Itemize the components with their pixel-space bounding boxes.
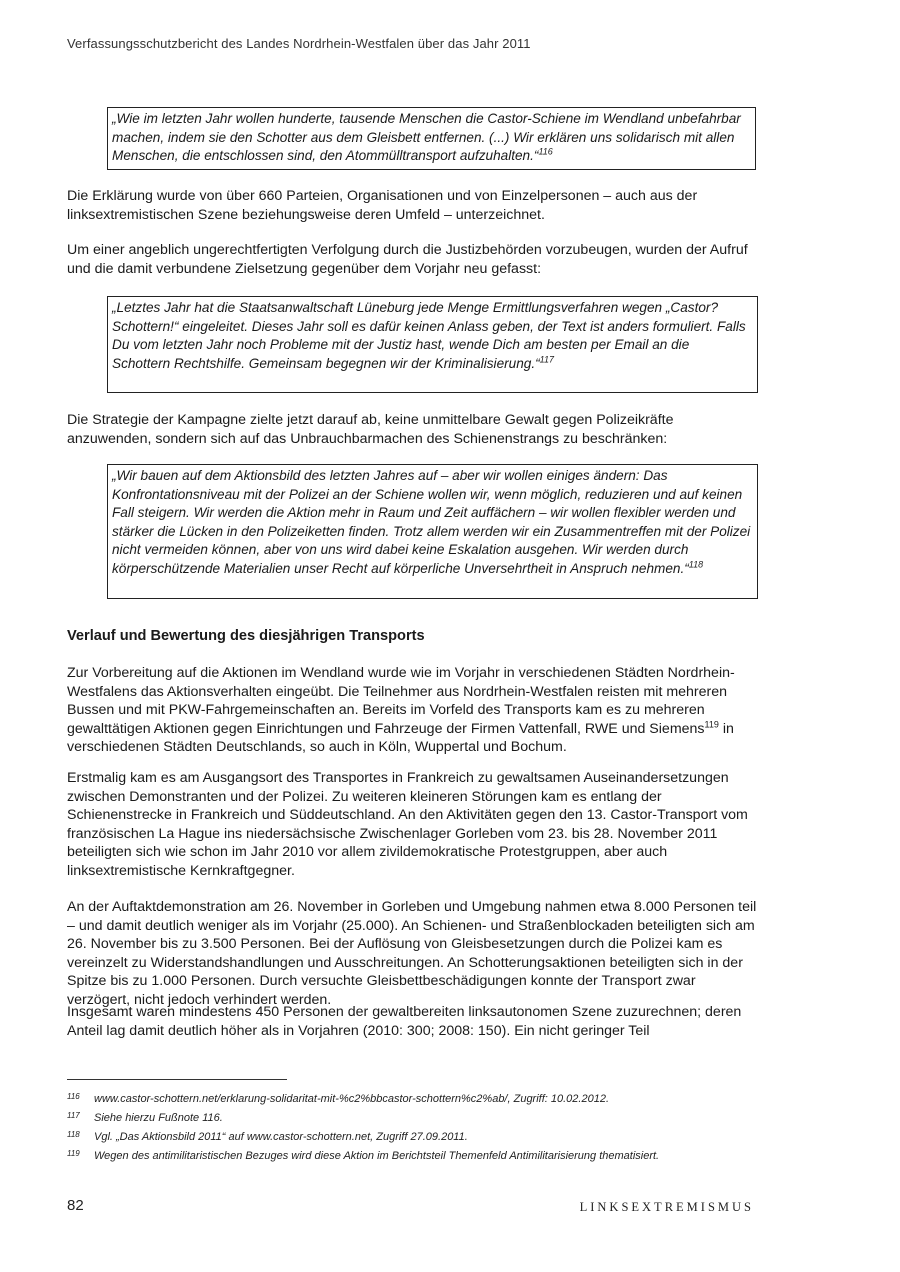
footnote-text[interactable]: www.castor-schottern.net/erklarung-solidaritat-mit-%c2%bbcastor-schottern%c2%ab/, Zugriff: 10.02.2012. [94,1093,609,1105]
footnote-ref[interactable]: 118 [688,559,704,570]
footnotes [67,1090,767,1166]
paragraph: Erstmalig kam es am Ausgangsort des Transportes in Frankreich zu gewaltsamen Auseinandersetzungen zwischen Demonstranten und der Polizei. Zu weiteren kleineren Störungen kam es entlang der Schienenstrecke in Frankreich und Süddeutschland. An den Aktivitäten gegen den 13. Castor-Transport vom französischen La Hague ins niedersächsische Zwischenlager Gorleben vom 23. bis 28. November 2011 beteiligten sich wie schon im Jahr 2010 vor allem zivildemokratische Protestgruppen, aber auch linksextremistische Kernkraftgegner. [67,770,748,879]
paragraph [67,664,757,757]
footnote [67,1109,767,1128]
quote-box-3 [107,464,758,599]
footnote-ref[interactable]: 116 [538,146,553,157]
footnote [67,1090,767,1109]
section-heading: Verlauf und Bewertung des diesjährigen Transports [67,628,425,644]
footnote-number: 117 [67,1111,80,1120]
paragraph-text: in verschiedenen Städten Deutschlands, so auch in Köln, Wuppertal und Bochum. [67,720,734,755]
quote-text: „Wie im letzten Jahr wollen hunderte, tausende Menschen die Castor-Schiene im Wendland unbefahrbar machen, indem sie den Schotter aus dem Gleisbett entfernen. (...) Wir erklären uns solidarisch mit allen Menschen, die entschlossen sind, den Atommülltransport aufzuhalten.“ [112,111,741,164]
footnote [67,1128,767,1147]
footnote-ref[interactable]: 119 [704,718,719,729]
paragraph: Um einer angeblich ungerechtfertigten Verfolgung durch die Justizbehörden vorzubeugen, wurden der Aufruf und die damit verbundene Zielsetzung gegenüber dem Vorjahr neu gefasst: [67,242,748,277]
paragraph: An der Auftaktdemonstration am 26. November in Gorleben und Umgebung nahmen etwa 8.000 Personen teil – und damit deutlich weniger als im Vorjahr (25.000). An Schienen- und Straßenblockaden beteiligten sich am 26. November bis zu 3.500 Personen. Bei der Auflösung von Gleisbesetzungen durch die Polizei kam es vereinzelt zu Widerstandshandlungen und Ausschreitungen. An Schotterungsaktionen beteiligten sich in der Spitze bis zu 1.000 Personen. Durch versuchte Gleisbettbeschädigungen konnte der Transport zwar verzögert, nicht jedoch verhindert werden. [67,899,757,1008]
footnote-text: Vgl. „Das Aktionsbild 2011“ auf www.castor-schottern.net, Zugriff 27.09.2011. [94,1131,468,1143]
footnote-divider [67,1079,287,1080]
quote-text: „Wir bauen auf dem Aktionsbild des letzten Jahres auf – aber wir wollen einiges ändern: Das Konfrontationsniveau mit der Polizei an der Schiene wollen wir, wenn möglich, reduzieren und auf keinen Fall steigern. Wir werden die Aktion mehr in Raum und Zeit auffächern – wir wollen flexibler werden und stärker die Lücken in den Polizeiketten finden. Trotz allem werden wir ein Zusammentreffen mit der Polizei nicht vermeiden können, aber von uns wird dabei keine Eskalation ausgehen. Wir werden durch körperschützende Materialien unser Recht auf körperliche Unversehrtheit in Anspruch nehmen.“ [112,468,751,576]
footnote [67,1147,767,1166]
footnote-number: 119 [67,1149,80,1158]
paragraph-text: Zur Vorbereitung auf die Aktionen im Wendland wurde wie im Vorjahr in verschiedenen Städten Nordrhein-Westfalens das Aktionsverhalten eingeübt. Die Teilnehmer aus Nordrhein-Westfalen reisten mit mehreren Bussen und mit PKW-Fahrgemeinschaften an. Bereits im Vorfeld des Transports kam es zu mehreren gewalttätigen Aktionen gegen Einrichtungen und Fahrzeuge der Firmen Vattenfall, RWE und Siemens [67,665,735,737]
footnote-number: 116 [67,1092,80,1101]
paragraph: Die Strategie der Kampagne zielte jetzt darauf ab, keine unmittelbare Gewalt gegen Polizeikräfte anzuwenden, sondern sich auf das Unbrauchbarmachen des Schienenstrangs zu beschränken: [67,412,674,447]
footnote-number: 118 [67,1130,80,1139]
paragraph: Insgesamt waren mindestens 450 Personen der gewaltbereiten linksautonomen Szene zuzurechnen; deren Anteil lag damit deutlich höher als in Vorjahren (2010: 300; 2008: 150). Ein nicht geringer Teil [67,1004,742,1039]
quote-box-2 [107,296,758,393]
paragraph: Die Erklärung wurde von über 660 Parteien, Organisationen und von Einzelpersonen – auch aus der linksextremistischen Szene beziehungsweise deren Umfeld – unterzeichnet. [67,188,698,223]
footnote-text: Siehe hierzu Fußnote 116. [94,1112,223,1124]
running-title: Verfassungsschutzbericht des Landes Nordrhein-Westfalen über das Jahr 2011 [67,36,531,51]
quote-text: „Letztes Jahr hat die Staatsanwaltschaft Lüneburg jede Menge Ermittlungsverfahren wegen „Castor? Schottern!“ eingeleitet. Dieses Jahr soll es dafür keinen Anlass geben, der Text ist anders formuliert. Falls Du vom letzten Jahr noch Probleme mit der Justiz hast, wende Dich am besten per Email an die Schottern Rechtshilfe. Gemeinsam begegnen wir der Kriminalisierung.“ [112,300,746,371]
footnote-ref[interactable]: 117 [539,354,555,365]
footnote-text: Wegen des antimilitaristischen Bezuges wird diese Aktion im Berichtsteil Themenfeld Antimilitarisierung thematisiert. [94,1150,660,1162]
page-number: 82 [67,1197,84,1214]
section-name: LINKSEXTREMISMUS [579,1200,754,1214]
quote-box-1 [107,107,756,170]
